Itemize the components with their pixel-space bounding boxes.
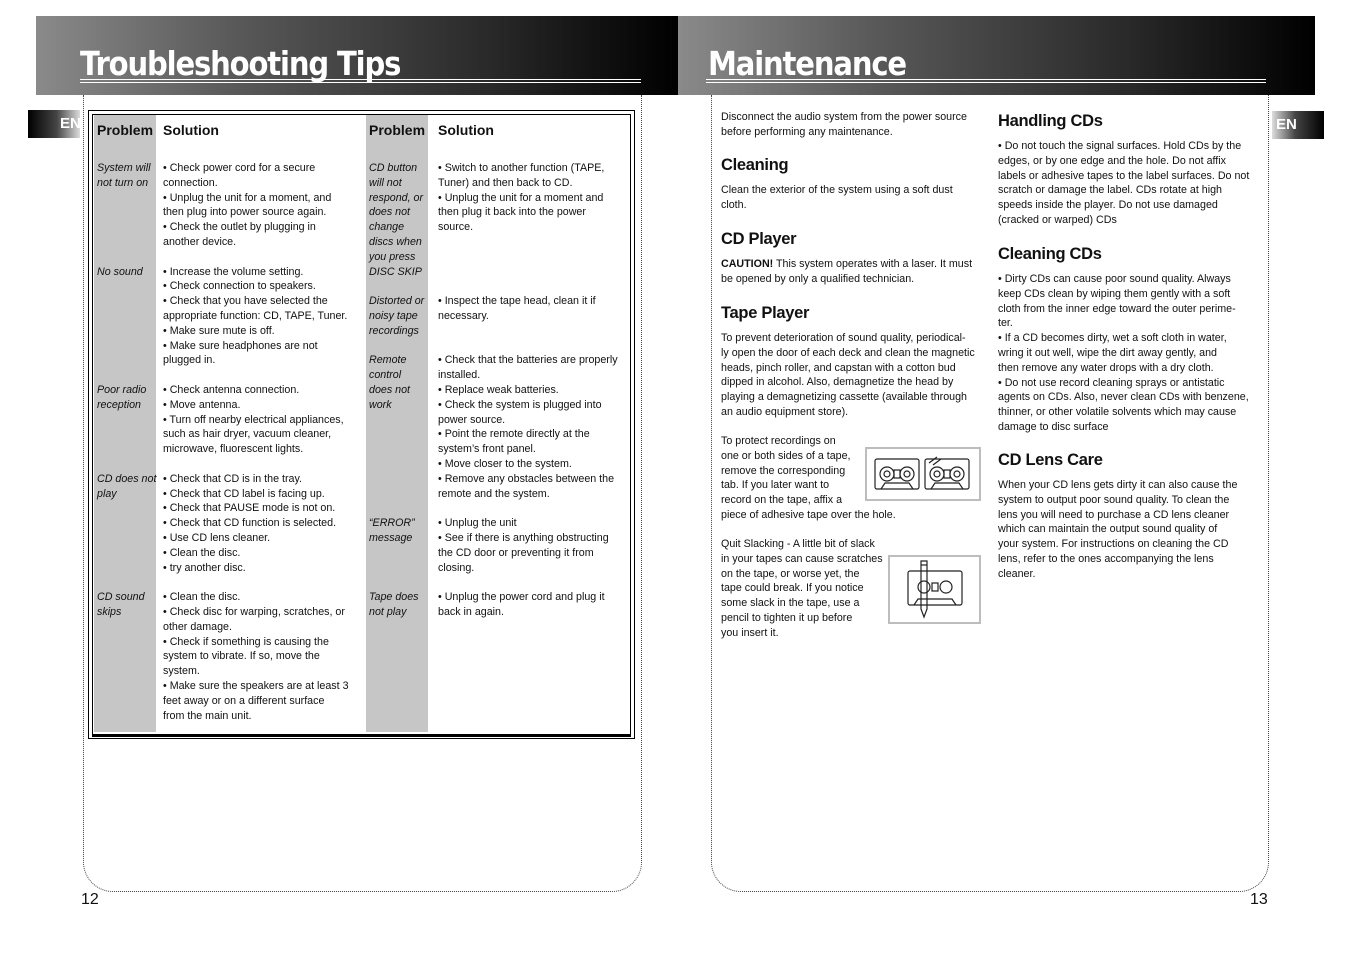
text-line: cloth from the inner edge toward the outer perime- [998, 302, 1236, 315]
text-line: thinner, or other volatile solvents which may cause [998, 406, 1237, 419]
text-line: heads, pinch roller, and capstan with a cotton bud [721, 361, 956, 374]
section-heading-cd-lens-care: CD Lens Care [998, 451, 1103, 469]
page-number: 12 [81, 891, 99, 908]
tape-player-text [721, 331, 975, 420]
column-header-problem: Problem [97, 122, 154, 138]
caution-label: CAUTION! [721, 258, 774, 270]
solution-cell: • Clean the disc. • Check disc for warping, scratches, or other damage. • Check if something is causing the system to vibrate. If so, move the system. • Make sure the speakers are at least 3 feet away or on a different surface from the main unit. [163, 591, 349, 722]
text-line: wring it out well, wipe the dirt away gently, and [998, 346, 1218, 359]
solution-cell: • Unplug the unit • See if there is anything obstructing the CD door or preventing it from closing. [438, 517, 609, 574]
pencil-cassette-illustration [888, 555, 981, 624]
cleaning-text: Clean the exterior of the system using a soft dust cloth. [721, 184, 953, 211]
cleaning-cds-text [998, 272, 1249, 435]
text-line: playing a demagnetizing cassette (available through [721, 391, 967, 404]
title-underline [706, 79, 1266, 80]
text-line: you insert it. [721, 626, 779, 639]
problem-cell: Remote control does not work [369, 354, 411, 411]
text-line: which can maintain the output sound quality of [998, 523, 1218, 536]
text-line: (cracked or warped) CDs [998, 213, 1117, 226]
solution-cell: • Check antenna connection. • Move antenna. • Turn off nearby electrical appliances, such as hair dryer, vacuum cleaner, microwave, fluorescent lights. [163, 384, 344, 456]
text-line: system to output poor sound quality. To clean the [998, 493, 1230, 506]
text-line: • Dirty CDs can cause poor sound quality. Always [998, 273, 1231, 285]
text-line: labels or adhesive tapes to the label surfaces. Do not [998, 169, 1250, 182]
text-line: lens you will need to purchase a CD lens cleaner [998, 508, 1230, 521]
cassette-tabs-illustration [865, 447, 981, 501]
text-line: ly open the door of each deck and clean the magnetic [721, 346, 975, 359]
problem-cell: CD button will not respond, or does not change discs when you press DISC SKIP [369, 162, 424, 278]
column-header-solution: Solution [438, 122, 494, 138]
section-heading-handling-cds: Handling CDs [998, 112, 1103, 130]
problem-cell: “ERROR” message [369, 517, 415, 544]
text-line: • Do not use record cleaning sprays or antistatic [998, 376, 1225, 389]
text-line: remove the corresponding [721, 464, 846, 477]
problem-cell: Poor radio reception [97, 384, 147, 411]
problem-cell: System will not turn on [97, 162, 151, 189]
text-line: lens, refer to the ones accompanying the lens [998, 552, 1214, 565]
text-line: one or both sides of a tape, [721, 449, 851, 462]
language-tab: EN [1272, 111, 1324, 139]
page-number: 13 [1250, 891, 1268, 908]
text-line: • Do not touch the signal surfaces. Hold CDs by the [998, 140, 1242, 152]
intro-text: Disconnect the audio system from the power source before performing any maintenance. [721, 111, 967, 138]
text-line: When your CD lens gets dirty it can also cause the [998, 479, 1238, 491]
left-title-banner [36, 16, 678, 95]
text-line: cleaner. [998, 567, 1036, 580]
section-heading-cd-player: CD Player [721, 230, 797, 248]
section-heading-tape-player: Tape Player [721, 304, 810, 322]
text-line: Quit Slacking - A little bit of slack [721, 538, 875, 550]
text-line: To prevent deterioration of sound quality, periodical- [721, 332, 966, 344]
tape-slack-text [721, 537, 883, 641]
page-title: Troubleshooting Tips [80, 44, 401, 83]
title-underline [80, 79, 641, 80]
text-line: tape could break. If you notice [721, 582, 864, 595]
text-line: your system. For instructions on cleaning the CD [998, 538, 1229, 551]
problem-column-shade [94, 115, 156, 732]
title-underline [80, 82, 641, 83]
solution-cell: • Switch to another function (TAPE, Tuner) and then back to CD. • Unplug the unit for a moment and then plug it back into the power source. [438, 162, 605, 234]
solution-cell: • Unplug the power cord and plug it back in again. [438, 591, 605, 618]
solution-cell: • Check that CD is in the tray. • Check that CD label is facing up. • Check that PAUSE mode is not on. • Check that CD function is selected. • Use CD lens cleaner. • Clean the disc. • try another disc. [163, 472, 337, 574]
problem-cell: CD sound skips [97, 591, 145, 618]
problem-cell: Distorted or noisy tape recordings [369, 295, 425, 337]
cd-lens-care-text [998, 478, 1237, 582]
text-line: dipped in alcohol. Also, demagnetize the head by [721, 376, 954, 389]
solution-cell: • Check that the batteries are properly installed. • Replace weak batteries. • Check the system is plugged into power source. • Point the remote directly at the system’s front panel. • Move closer to the system. • Remove any obstacles between the remote and the system. [438, 354, 618, 500]
text-line: in your tapes can cause scratches [721, 552, 883, 565]
handling-cds-text [998, 139, 1249, 228]
title-underline [706, 82, 1266, 83]
language-tab: EN [28, 110, 80, 138]
text-line: To protect recordings on [721, 435, 836, 447]
text-line: speeds inside the player. Do not use damaged [998, 199, 1218, 212]
solution-cell: • Check power cord for a secure connection. • Unplug the unit for a moment, and then plug into power source again. • Check the outlet by plugging in another device. [163, 162, 332, 248]
page-title: Maintenance [708, 44, 906, 83]
text-line: keep CDs clean by wiping them gently with a soft [998, 287, 1231, 300]
text-line: then remove any water drops with a dry cloth. [998, 361, 1214, 374]
right-title-banner [678, 16, 1315, 95]
text-line: edges, or by one edge and the hole. Do not affix [998, 154, 1226, 167]
cd-player-text: CAUTION! This system operates with a laser. It must be opened by only a qualified technician. [721, 258, 973, 285]
text-line: some slack in the tape, use a [721, 597, 860, 610]
solution-cell: • Increase the volume setting. • Check connection to speakers. • Check that you have selected the appropriate function: CD, TAPE, Tuner. • Make sure mute is off. • Make sure headphones are not plugged in. [163, 265, 348, 367]
text-line: scratch or damage the label. CDs rotate at high [998, 184, 1222, 197]
solution-cell: • Inspect the tape head, clean it if necessary. [438, 295, 596, 322]
text-line: ter. [998, 317, 1013, 330]
text-line: agents on CDs. Also, never clean CDs with benzene, [998, 391, 1249, 404]
text-line: piece of adhesive tape over the hole. [721, 508, 896, 521]
text-line: on the tape, or worse yet, the [721, 567, 860, 580]
column-header-problem: Problem [369, 122, 426, 138]
text-line: tab. If you later want to [721, 479, 830, 492]
text-line: an audio equipment store). [721, 405, 849, 418]
text-line: pencil to tighten it up before [721, 611, 853, 624]
problem-cell: CD does not play [97, 472, 157, 500]
text-line: • If a CD becomes dirty, wet a soft cloth in water, [998, 332, 1227, 345]
section-heading-cleaning-cds: Cleaning CDs [998, 245, 1102, 263]
text-line: damage to disc surface [998, 420, 1109, 433]
text-line: record on the tape, affix a [721, 494, 843, 507]
column-header-solution: Solution [163, 122, 219, 138]
problem-cell: No sound [97, 265, 143, 278]
problem-cell: Tape does not play [369, 591, 419, 618]
section-heading-cleaning: Cleaning [721, 156, 789, 174]
